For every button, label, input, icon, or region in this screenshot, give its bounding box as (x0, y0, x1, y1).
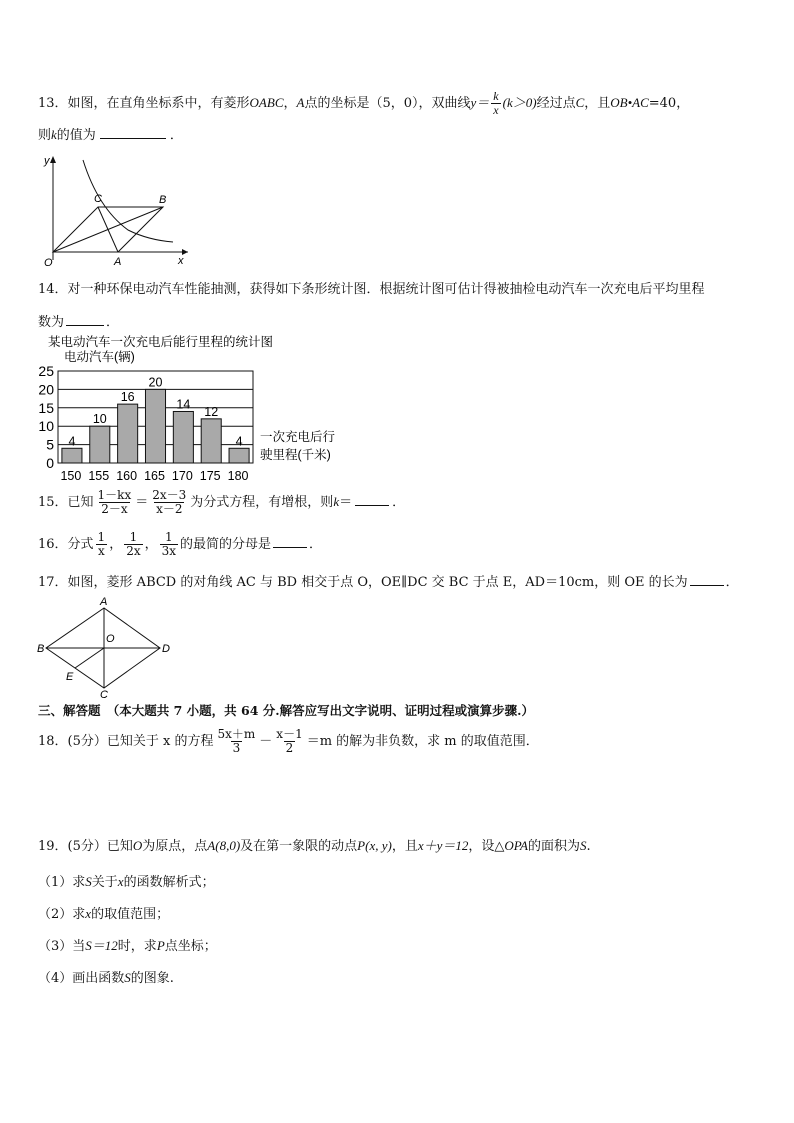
q19-sub3 (38, 938, 217, 955)
q13-text4: ，且 (584, 96, 611, 111)
q19-s1c: 的函数解析式； (123, 875, 215, 890)
q19-line1 (38, 838, 591, 855)
chart-bar (90, 426, 110, 463)
chart-bar-label: 12 (204, 404, 219, 419)
q18-line (38, 727, 539, 757)
q19-sub4 (38, 970, 174, 987)
chart-ytick-label: 15 (38, 399, 54, 416)
q13-l2b: 的值为 (56, 128, 96, 143)
q17-segment-OE (75, 648, 104, 668)
q18-f1-den: 3 (232, 741, 241, 755)
chart-xtick-label: 150 (60, 469, 82, 483)
chart-xtick-label: 155 (88, 469, 110, 483)
q13-text5: =40， (648, 96, 690, 111)
q13-l2a: 则 (38, 128, 52, 143)
q15-f2-num: 2x－3 (152, 488, 187, 502)
q13-frac-num: k (493, 89, 499, 103)
q18-f2-num: x－1 (276, 727, 303, 741)
q19-sub2 (38, 906, 169, 923)
q16-sep1: ， (109, 537, 123, 552)
q16-f1-den: x (97, 544, 105, 558)
q15-line (38, 487, 405, 518)
chart-bar-label: 20 (148, 375, 163, 390)
q16-line (38, 530, 322, 560)
q19-s4b: 的图象. (130, 971, 174, 986)
chart-xlabel-2: 驶里程(千米) (260, 448, 331, 462)
q15-frac2 (150, 489, 188, 516)
q15-f2-den: x－2 (156, 502, 183, 516)
q15-eq2: ＝ (339, 495, 353, 510)
q13-cond: (k＞0) (502, 95, 537, 110)
q13-pointA: A (296, 95, 305, 110)
chart-bar-label: 4 (235, 434, 243, 449)
q18-minus: － (259, 734, 273, 749)
q17-fig-C: C (100, 689, 108, 700)
chart-bar (145, 389, 165, 463)
chart-xtick-label: 160 (116, 469, 138, 483)
q19-s3c: 点坐标； (164, 939, 217, 954)
q19-s4a: （4）画出函数 (38, 971, 125, 986)
q16-f1-num: 1 (97, 530, 106, 544)
q19-t4: ，且 (391, 839, 418, 854)
q19-tri: OPA (504, 838, 528, 853)
q16-end: 的最简的分母是 (180, 537, 272, 552)
q19-s1S: S (85, 874, 92, 889)
q16-f2-den: 2x (126, 544, 141, 558)
q13-l2c: ． (169, 128, 183, 143)
chart-bar-label: 4 (68, 434, 76, 449)
q18-end: ＝m 的解为非负数，求 m 的取值范围． (306, 734, 539, 749)
q13-rhombus: OABC (249, 95, 284, 110)
q13-frac (491, 90, 500, 117)
q13-y-arrow (50, 156, 56, 163)
q13-eq-lhs: y＝ (470, 95, 490, 110)
q17-fig-B: B (37, 643, 45, 655)
chart-xlabel-1: 一次充电后行 (260, 430, 336, 444)
q13-diagonal-AC (98, 207, 118, 252)
q13-fig-A: A (114, 256, 122, 268)
q19-s3a: （3）当 (38, 939, 86, 954)
chart-ytick-label: 0 (46, 455, 54, 471)
q15-f1-den: 2－x (101, 502, 128, 516)
q16-answer-blank[interactable] (273, 535, 307, 548)
q19-S: S (580, 838, 587, 853)
q13-answer-blank[interactable] (100, 126, 166, 139)
q15-eq: ＝ (135, 495, 149, 510)
q13-product: OB•AC (610, 95, 649, 110)
q13-line1 (38, 90, 689, 117)
chart-bar (229, 448, 249, 463)
chart-ytick-label: 25 (38, 363, 54, 379)
q17-fig-A: A (100, 596, 108, 608)
q15-frac1 (96, 489, 134, 516)
q18-prefix: 18．(5分）已知关于 x 的方程 (38, 734, 214, 749)
q19-s4S: S (124, 970, 131, 985)
chart-ytick-label: 5 (46, 436, 54, 453)
chart-xtick-label: 165 (144, 469, 165, 483)
q19-s2b: 的取值范围； (91, 907, 170, 922)
q13-fig-O: O (44, 257, 53, 268)
q13-line2 (38, 126, 183, 144)
q16-f2-num: 1 (129, 530, 138, 544)
q19-t3: 及在第一象限的动点 (240, 839, 358, 854)
q13-fig-B: B (159, 194, 167, 206)
q13-pointC: C (575, 95, 585, 110)
q14-line2 (38, 313, 119, 331)
q15-answer-blank[interactable] (355, 493, 389, 506)
q15-end: ． (392, 495, 406, 510)
q17-fig-E: E (66, 671, 74, 683)
q19-t5: ，设△ (468, 839, 505, 854)
q15-prefix: 15．已知 (38, 495, 94, 510)
q17-text: 17．如图，菱形 ABCD 的对角线 AC 与 BD 相交于点 O，OE∥DC 交 BC 于点 E，AD＝10cm，则 OE 的长为 (38, 575, 688, 590)
q15-f1-num: 1－kx (97, 488, 132, 502)
q19-s3eq: S＝12 (85, 938, 118, 953)
q13-text2: 点的坐标是（5，0），双曲线 (304, 96, 471, 111)
q16-f3-den: 3x (161, 544, 177, 558)
q13-fig-y: y (44, 155, 50, 167)
q13-text3: 经过点 (536, 96, 576, 111)
q15-k: k (333, 494, 340, 509)
q16-sep2: ， (144, 537, 158, 552)
q15-mid: 为分式方程，有增根，则 (190, 495, 334, 510)
q19-s1x: x (117, 874, 124, 889)
q16-frac3 (160, 531, 178, 558)
chart-bar (201, 419, 221, 463)
q19-P: P(x, y) (357, 838, 392, 853)
q19-t1: 19．(5分）已知 (38, 839, 133, 854)
q16-prefix: 16．分式 (38, 537, 94, 552)
q16-f3-num: 1 (165, 530, 173, 544)
q13-text: 13．如图，在直角坐标系中，有菱形 (38, 96, 250, 111)
chart-xtick-label: 170 (171, 469, 193, 483)
q17-fig-O: O (106, 633, 115, 645)
q14-l2-end: ． (106, 315, 120, 330)
q19-s1a: （1）求 (38, 875, 86, 890)
chart-bar (62, 448, 82, 463)
chart-ylabel: 电动汽车(辆) (64, 350, 135, 364)
q19-s2x: x (85, 906, 92, 921)
chart-ytick-label: 20 (38, 381, 54, 398)
q19-t7: . (586, 839, 591, 854)
q13-sep: ， (283, 96, 297, 111)
q16-end2: ． (309, 537, 323, 552)
q17-end: ． (725, 575, 739, 590)
q17-answer-blank[interactable] (690, 573, 724, 586)
q14-line1: 14．对一种环保电动汽车性能抽测，获得如下条形统计图．根据统计图可估计得被抽检电动汽车一次充电后平均里程 (38, 282, 705, 297)
q18-f1-num: 5x＋m (217, 727, 256, 741)
q13-fig-C: C (94, 193, 102, 205)
q14-l2: 数为 (38, 315, 65, 330)
q16-frac2 (124, 531, 142, 558)
q14-answer-blank[interactable] (66, 313, 104, 326)
q13-k: k (51, 127, 57, 142)
q19-t2: 为原点，点 (142, 839, 208, 854)
chart-bar (173, 411, 193, 463)
chart-bar-label: 14 (176, 397, 191, 412)
chart-title: 某电动汽车一次充电后能行里程的统计图 (48, 335, 274, 349)
q13-frac-den: x (493, 103, 499, 117)
chart-bar-label: 10 (92, 412, 107, 427)
q19-s1b: 关于 (91, 875, 118, 890)
q14-bar-chart (34, 333, 364, 483)
q19-s3b: 时，求 (117, 939, 157, 954)
q19-O: O (132, 838, 143, 853)
q17-line (38, 573, 739, 591)
chart-ytick-label: 10 (38, 418, 54, 435)
q17-fig-D: D (162, 643, 170, 655)
q16-frac1 (96, 531, 108, 558)
chart-bar (118, 404, 138, 463)
chart-bar-label: 16 (120, 390, 135, 405)
chart-xtick-label: 180 (227, 469, 249, 483)
chart-xtick-label: 175 (199, 469, 221, 483)
q13-figure (38, 150, 198, 268)
q19-t6: 的面积为 (527, 839, 580, 854)
q13-fig-x: x (178, 255, 184, 267)
q18-frac2 (274, 728, 304, 755)
q19-sub1 (38, 874, 215, 891)
q19-cond: x＋y＝12 (417, 838, 469, 853)
q19-A: A(8,0) (207, 838, 241, 853)
q19-s2a: （2）求 (38, 907, 86, 922)
q18-f2-den: 2 (285, 741, 294, 755)
q18-frac1 (215, 728, 257, 755)
q19-s3P: P (156, 938, 165, 953)
q17-figure (34, 594, 184, 700)
section3-heading: 三、解答题 （本大题共 7 小题，共 64 分.解答应写出文字说明、证明过程或演算步骤.） (38, 703, 534, 718)
